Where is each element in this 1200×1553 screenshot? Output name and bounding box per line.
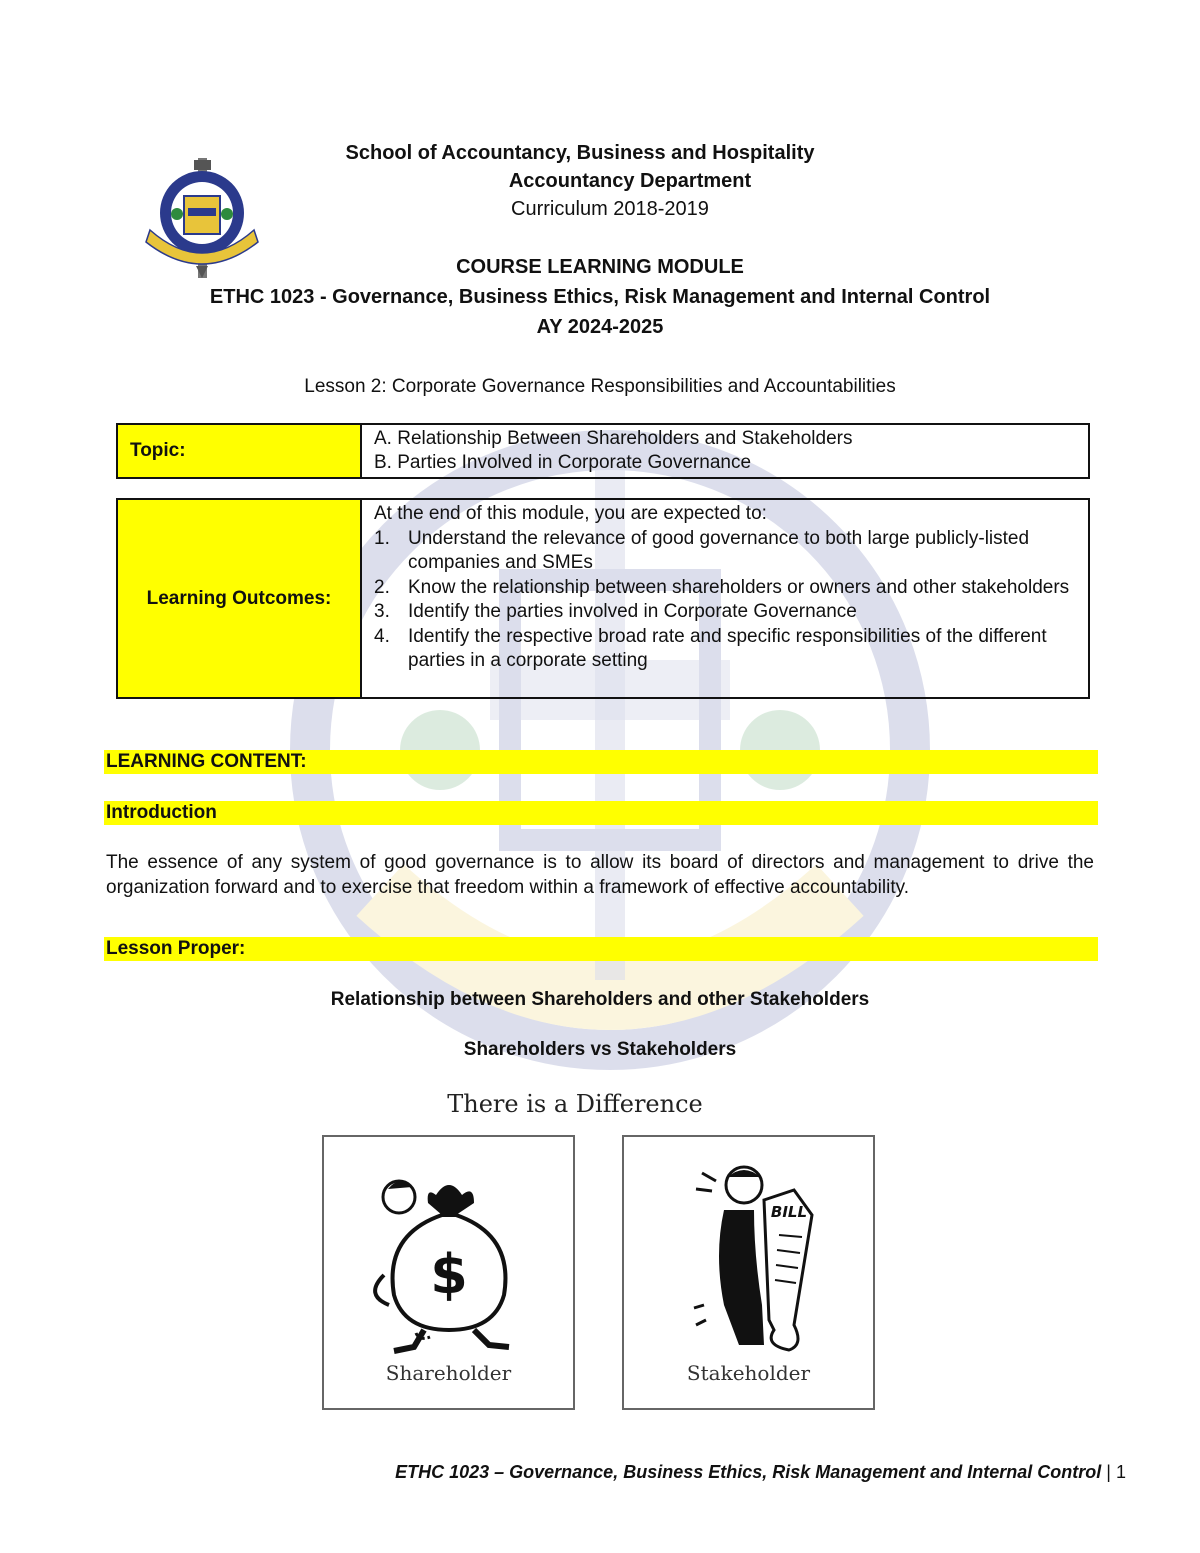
relationship-title: Relationship between Shareholders and other Stakeholders: [330, 989, 870, 1010]
list-item: [374, 527, 1076, 576]
learning-outcomes-intro: At the end of this module, you are expected to:: [374, 503, 767, 524]
shareholder-money-bag-icon: [344, 1155, 554, 1355]
topic-label: Topic:: [117, 424, 361, 478]
stakeholder-bill-icon: [644, 1155, 854, 1355]
dollar-sign: $: [430, 1243, 468, 1306]
shareholder-card: [322, 1135, 575, 1410]
learning-outcomes-table: [116, 498, 1090, 699]
shareholder-caption: Shareholder: [385, 1361, 512, 1385]
footer-title: ETHC 1023 – Governance, Business Ethics, Risk Management and Internal Control: [395, 1462, 1102, 1482]
footer-separator: |: [1101, 1462, 1116, 1482]
list-text: Know the relationship between shareholders or owners and other stakeholders: [408, 576, 1070, 598]
learning-content-heading: LEARNING CONTENT:: [104, 750, 1098, 774]
list-item: [374, 600, 1076, 625]
page-footer: [0, 1462, 1126, 1483]
lesson-proper-heading: Lesson Proper:: [104, 937, 1098, 961]
module-title: COURSE LEARNING MODULE: [456, 256, 744, 278]
list-number: 3.: [374, 601, 390, 622]
school-name: School of Accountancy, Business and Hospitality: [345, 142, 815, 164]
page-number: 1: [1115, 1462, 1126, 1482]
introduction-heading: Introduction: [104, 801, 1098, 825]
learning-outcomes-label: Learning Outcomes:: [117, 499, 361, 698]
list-text: Identify the respective broad rate and specific responsibilities of the different parties in a corporate setting: [408, 625, 1047, 671]
curriculum-label: Curriculum 2018-2019: [511, 198, 709, 220]
bill-label: BILL: [770, 1203, 808, 1221]
learning-outcomes-list: [374, 527, 1076, 674]
figure-heading: There is a Difference: [447, 1090, 703, 1118]
topic-item: B. Parties Involved in Corporate Governance: [374, 452, 752, 473]
list-item: [374, 576, 1076, 601]
shareholders-vs-stakeholders-title: Shareholders vs Stakeholders: [463, 1039, 737, 1060]
introduction-paragraph: The essence of any system of good governance is to allow its board of directors and management to drive the organization forward and to exercise that freedom within a framework of effective accountability.: [106, 852, 1094, 898]
list-number: 4.: [374, 625, 390, 647]
learning-outcomes-values: [361, 499, 1089, 698]
list-item: [374, 625, 1076, 674]
lesson-title: Lesson 2: Corporate Governance Responsibilities and Accountabilities: [304, 376, 896, 397]
list-text: Understand the relevance of good governance to both large publicly-listed companies and SMEs: [408, 527, 1030, 573]
list-text: Identify the parties involved in Corporate Governance: [408, 601, 857, 622]
list-number: 2.: [374, 576, 390, 598]
list-number: 1.: [374, 527, 390, 549]
topic-table: [116, 423, 1090, 479]
course-title: ETHC 1023 - Governance, Business Ethics, Risk Management and Internal Control: [209, 286, 991, 308]
topic-item: A. Relationship Between Shareholders and Stakeholders: [374, 428, 853, 449]
topic-values: [361, 424, 1089, 478]
stakeholder-card: [622, 1135, 875, 1410]
stakeholder-caption: Stakeholder: [686, 1361, 811, 1385]
department-name: Accountancy Department: [508, 170, 752, 192]
academic-year: AY 2024-2025: [536, 316, 664, 338]
